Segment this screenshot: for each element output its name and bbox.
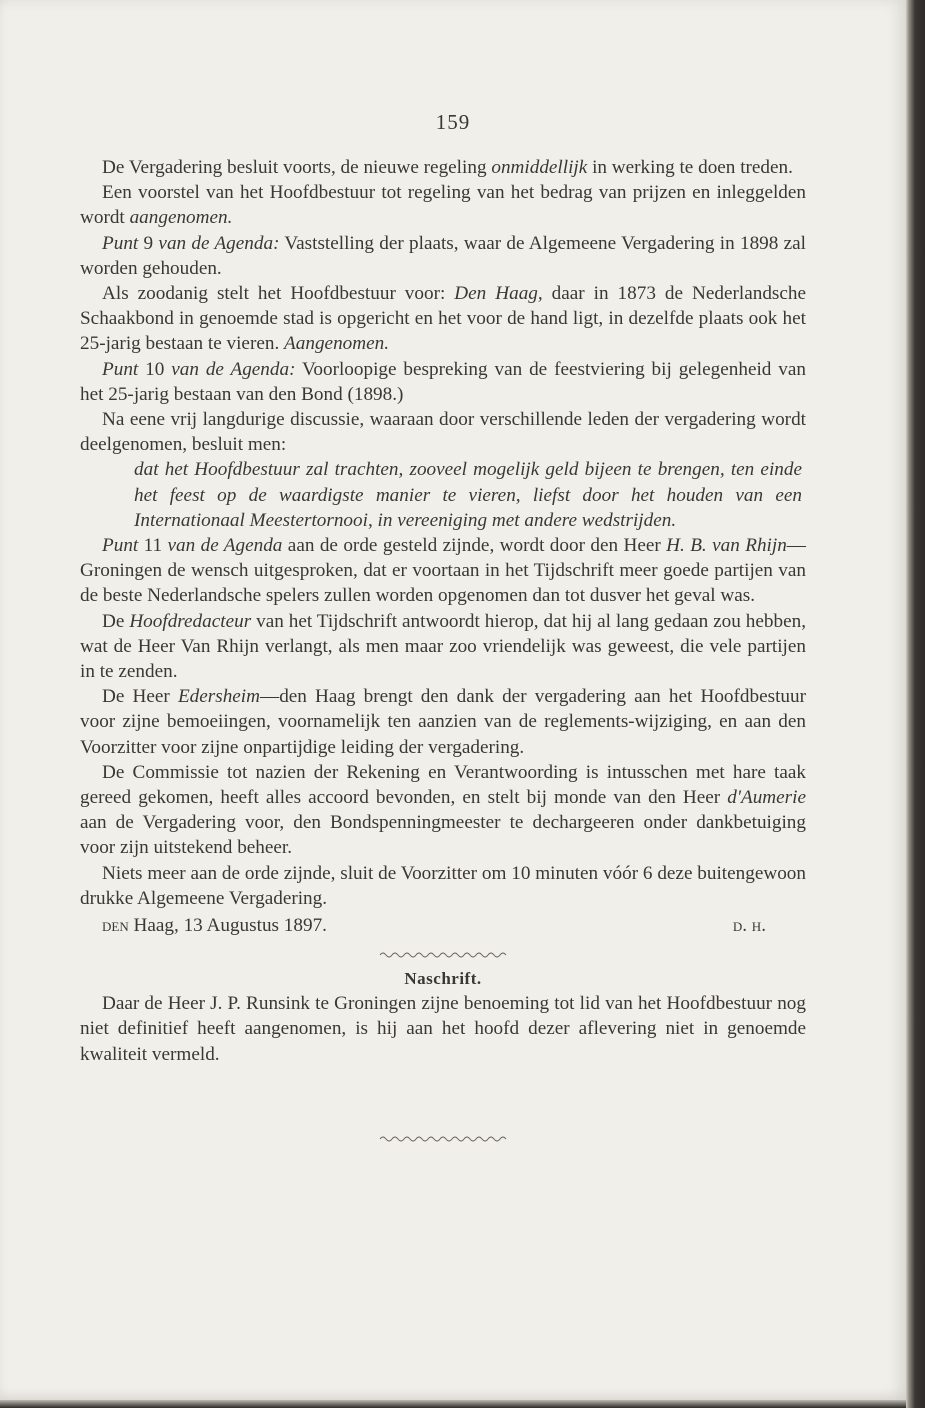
- page-bottom-shadow: [0, 1400, 906, 1408]
- italic-text: Den Haag,: [454, 283, 543, 305]
- signoff: [80, 913, 806, 939]
- paragraph-7: [80, 533, 806, 609]
- resolution-quote: dat het Hoofdbestuur zal trachten, zooveel mogelijk geld bijeen te brengen, ten einde het feest op de waardigste manier te vieren, liefst door het houden van een Internationaal Meestertornooi, in vereeniging met andere wedstrijden.: [134, 459, 802, 531]
- italic-text: van de Agenda:: [158, 232, 280, 254]
- italic-text: Punt: [102, 232, 139, 254]
- paragraph-3: [80, 231, 806, 281]
- paragraph-6: [80, 407, 806, 457]
- signoff-initials: d. h.: [732, 915, 766, 937]
- text: aan de Vergadering voor, den Bondspenningmeester te dechargeeren onder dankbetuiging voor zijn uitstekend beheer.: [80, 812, 806, 859]
- text: De Heer: [102, 686, 178, 708]
- text: Haag, 13 Augustus 1897.: [128, 915, 327, 937]
- italic-text: Hoofdredacteur: [129, 610, 252, 632]
- text: 11: [138, 535, 168, 557]
- paragraph-8: [80, 609, 806, 685]
- text: Een voorstel van het Hoofdbestuur tot regeling van het bedrag van prijzen en inleggelden wordt: [80, 182, 806, 229]
- text: 10: [138, 358, 172, 380]
- text: van het Tijdschrift antwoordt hierop, dat hij al lang gedaan zou hebben, wat de Heer Van Rhijn verlangt, als men maar zoo vriendelijk was geweest, die vele partijen in te zenden.: [80, 610, 806, 683]
- wavy-divider: [378, 949, 508, 961]
- text: Voorloopige bespreking van de feestviering bij gelegenheid van het 25-jarig bestaan van den Bond (1898.): [80, 358, 806, 405]
- italic-text: aangenomen.: [129, 207, 233, 229]
- paragraph-11: [80, 861, 806, 911]
- text: Niets meer aan de orde zijnde, sluit de Voorzitter om 10 minuten vóór 6 deze buitengewoon drukke Algemeene Vergadering.: [80, 862, 806, 909]
- italic-text: van de Agenda: [167, 535, 283, 557]
- italic-text: Punt: [102, 358, 139, 380]
- paragraph-2: [80, 180, 806, 230]
- text: in werking te doen treden.: [587, 157, 793, 178]
- text: aan de orde gesteld zijnde, wordt door den Heer: [282, 535, 667, 557]
- paragraph-9: [80, 684, 806, 760]
- text: —den Haag brengt den dank der vergadering aan het Hoofdbestuur voor zijne bemoeiingen, voornamelijk ten aanzien van de reglements-wijziging, en aan den Voorzitter voor zijne onpartijdige leiding der vergadering.: [80, 686, 806, 758]
- italic-text: d'Aumerie: [727, 787, 806, 809]
- text: den: [102, 915, 129, 937]
- paragraph-4: [80, 281, 806, 357]
- paragraph-5: [80, 357, 806, 407]
- italic-text: van de Agenda:: [171, 358, 296, 380]
- naschrift-text: Daar de Heer J. P. Runsink te Groningen zijne benoeming tot lid van het Hoofdbestuur nog niet definitief heeft aangenomen, is hij aan het hoofd dezer aflevering niet in genoemde kwaliteit vermeld.: [80, 993, 806, 1065]
- page-number: 159: [435, 110, 471, 134]
- text: daar in 1873 de Nederlandsche Schaakbond in genoemde stad is opgericht en het voor de hand ligt, in dezelfde plaats ook het 25-jarig bestaan te vieren.: [80, 283, 807, 355]
- italic-text: Punt: [102, 535, 139, 557]
- page-edge-shadow: [906, 0, 925, 1408]
- signoff-place-date: [102, 913, 327, 938]
- text: Na eene vrij langdurige discussie, waaraan door verschillende leden der vergadering wordt deelgenomen, besluit men:: [80, 409, 806, 456]
- naschrift-heading: Naschrift.: [404, 969, 482, 989]
- text: De Commissie tot nazien der Rekening en Verantwoording is intusschen met hare taak gereed gekomen, heeft alles accoord bevonden, en stelt bij monde van den Heer: [80, 761, 806, 809]
- paragraph-1: [80, 155, 806, 180]
- italic-text: H. B. van Rhijn: [666, 535, 787, 557]
- text: De Vergadering besluit voorts, de nieuwe regeling: [102, 157, 492, 178]
- text: Als zoodanig stelt het Hoofdbestuur voor:: [102, 283, 455, 305]
- text: —Groningen de wensch uitgesproken, dat er voortaan in het Tijdschrift meer goede partijen van de beste Nederlandsche spelers zullen worden opgenomen dan tot dusver het geval was.: [80, 535, 806, 607]
- italic-text: Aangenomen.: [284, 333, 390, 355]
- text: 9: [138, 232, 159, 254]
- paragraph-10: [80, 760, 806, 861]
- italic-text: onmiddellijk: [491, 157, 588, 178]
- text: Vaststelling der plaats, waar de Algemeene Vergadering in 1898 zal worden gehouden.: [80, 232, 807, 279]
- italic-text: Edersheim: [177, 686, 260, 708]
- page-body: [80, 155, 806, 1145]
- text: De: [102, 610, 130, 632]
- wavy-divider: [378, 1133, 508, 1145]
